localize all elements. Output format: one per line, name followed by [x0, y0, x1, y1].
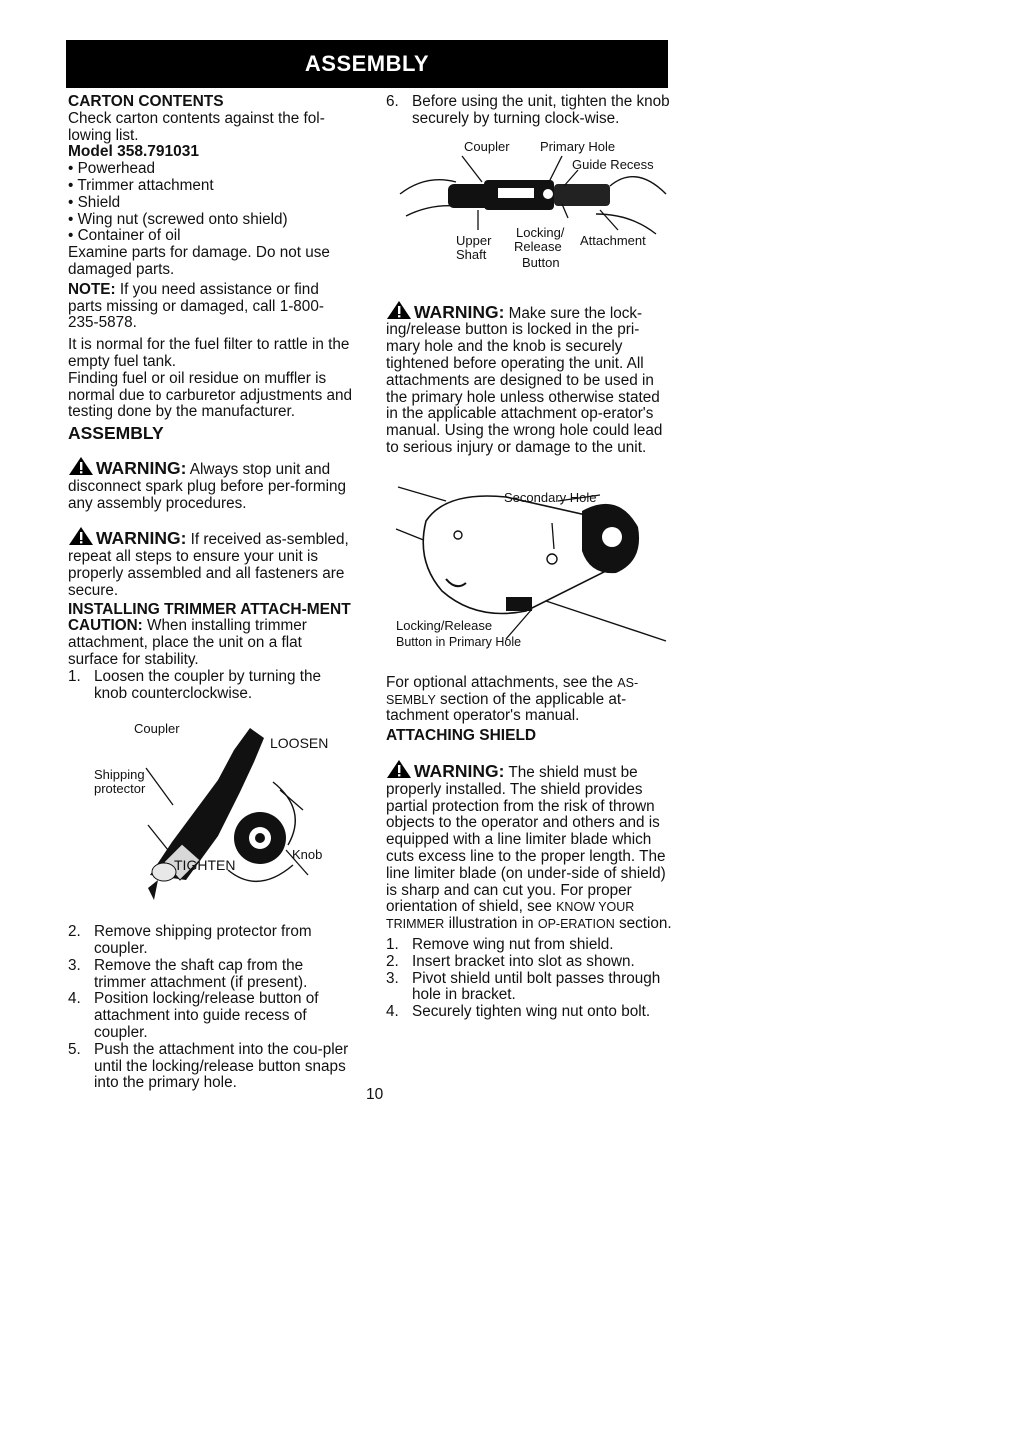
warning-sc-operation: OP-ERATION: [537, 917, 615, 932]
button-label: Button: [522, 254, 560, 270]
step-text: Securely tighten wing nut onto bolt.: [412, 1003, 651, 1021]
warning-label: WARNING:: [414, 301, 505, 322]
upper-label: Upper: [456, 232, 492, 248]
carton-contents-heading: CARTON CONTENTS: [68, 93, 224, 110]
protector-label: protector: [94, 781, 146, 797]
shaft-label: Shaft: [456, 246, 487, 262]
warning-triangle-icon: [386, 300, 412, 320]
step-number: 4.: [386, 1003, 399, 1021]
warning-sc-know: KNOW YOUR TRIMMER: [386, 900, 635, 932]
shipping-label: Shipping: [94, 767, 145, 783]
step-text: Loosen the coupler by turning the knob counterclockwise.: [94, 667, 322, 702]
carton-contents-text: Check carton contents against the fol-lowing list.: [68, 109, 325, 144]
step-text: Before using the unit, tighten the knob securely by turning clock-wise.: [412, 93, 670, 127]
warning-text: If received as-sembled, repeat all steps to ensure your unit is properly assembled and all fasteners are secure.: [68, 531, 349, 599]
list-item: • Trimmer attachment: [68, 176, 214, 194]
primary-hole-label: Primary Hole: [540, 138, 616, 154]
tighten-label: TIGHTEN: [174, 857, 236, 874]
warning-label: WARNING:: [414, 760, 505, 781]
step-text: Position locking/release button of attachment into guide recess of coupler.: [94, 990, 319, 1042]
step-item: [68, 1042, 352, 1092]
loosen-tighten-figure: [68, 710, 352, 910]
right-column: [386, 94, 672, 1021]
examine-text: Examine parts for damage. Do not use damaged parts.: [68, 244, 330, 278]
optional-text-a: For optional attachments, see the: [386, 673, 618, 691]
secondary-hole-figure: [386, 471, 672, 661]
warning-label: WARNING:: [96, 528, 187, 549]
locking-label: Locking/: [516, 224, 565, 240]
step-item: [386, 937, 672, 954]
step-text: Remove shipping protector from coupler.: [94, 923, 312, 958]
step-text: Remove wing nut from shield.: [412, 935, 614, 953]
release-label: Release: [514, 238, 562, 254]
list-item: • Shield: [68, 193, 121, 211]
shield-steps-list: [386, 937, 672, 1021]
step-item: [386, 1004, 672, 1021]
step-text: Pivot shield until bolt passes through hole in bracket.: [412, 969, 661, 1004]
secondary-hole-label: Secondary Hole: [504, 489, 597, 505]
step-text: Push the attachment into the cou-pler until the locking/release button snaps into the primary hole.: [94, 1040, 349, 1092]
residue-text: Finding fuel or oil residue on muffler is normal due to carburetor adjustments and testing done by the manufacturer.: [68, 369, 353, 421]
step-number: 3.: [386, 969, 399, 987]
step-item: [386, 971, 672, 1005]
list-item: • Container of oil: [68, 227, 181, 245]
warning-triangle-icon: [68, 526, 94, 546]
fuel-filter-text: It is normal for the fuel filter to rattle in the empty fuel tank.: [68, 336, 350, 370]
warning-locked: [386, 300, 672, 457]
caution-paragraph: [68, 618, 352, 668]
step-number: 3.: [68, 956, 81, 974]
warning-text: The shield must be properly installed. The shield provides partial protection from the risk of thrown objects to the operator and others and is equipped with a line limiter blade which cuts excess line to the proper length. The line limiter blade (on under-side of shield) is sharp and can cut you. For proper orientation of shield, see: [386, 763, 666, 916]
installing-heading: INSTALLING TRIMMER ATTACH-MENT: [68, 600, 351, 618]
warning-mid: illustration in: [444, 915, 538, 933]
button-primary-label: Button in Primary Hole: [396, 634, 522, 649]
caution-text: When installing trimmer attachment, place the unit on a flat surface for stability.: [68, 617, 307, 668]
section-banner: [66, 40, 668, 88]
warning-text: Always stop unit and disconnect spark plug before per-forming any assembly procedures.: [68, 460, 347, 512]
optional-text-sc: AS-SEMBLY: [386, 675, 639, 707]
warning-assembled: [68, 526, 352, 599]
step-number: 2.: [68, 923, 81, 941]
note-paragraph: [68, 282, 352, 332]
step-number: 5.: [68, 1040, 81, 1058]
step-text: Remove the shaft cap from the trimmer attachment (if present).: [94, 956, 308, 991]
caution-label: CAUTION:: [68, 617, 143, 635]
warning-label: WARNING:: [96, 457, 187, 478]
warning-stop-unit: [68, 456, 352, 512]
warning-shield: [386, 759, 672, 933]
optional-attachments-text: [386, 675, 672, 725]
coupler-attachment-figure: [386, 134, 672, 284]
page-number: 10: [366, 1086, 384, 1103]
coupler-label: Coupler: [464, 138, 510, 154]
step-number: 1.: [68, 667, 81, 685]
optional-text-b: section of the applicable at-tachment operator's manual.: [386, 690, 627, 725]
attachment-label: Attachment: [580, 232, 646, 248]
step-item: [68, 924, 352, 958]
warning-triangle-icon: [386, 759, 412, 779]
step-item: [386, 94, 672, 128]
loosen-label: LOOSEN: [270, 735, 329, 752]
knob-label: Knob: [292, 847, 323, 863]
step-item: [68, 958, 352, 992]
attaching-shield-heading: ATTACHING SHIELD: [386, 727, 537, 745]
step-text: Insert bracket into slot as shown.: [412, 952, 635, 970]
warning-end: section.: [614, 915, 672, 933]
note-text: If you need assistance or find parts missing or damaged, call 1-800-235-5878.: [68, 280, 324, 332]
banner-title: ASSEMBLY: [304, 51, 430, 76]
coupler-label: Coupler: [134, 721, 180, 737]
warning-text: Make sure the lock-ing/release button is locked in the pri-mary hole and the knob is securely tightened before operating the unit. All attachments are designed to be used in the primary hole unless otherwise stated in the applicable attachment op-erator's manual. Using the wrong hole could lead to serious injury or damage to the unit.: [386, 304, 663, 456]
list-item: • Wing nut (screwed onto shield): [68, 210, 288, 228]
model-number: Model 358.791031: [68, 143, 199, 161]
note-label: NOTE:: [68, 280, 116, 298]
step-item: [386, 954, 672, 971]
step-item: [68, 991, 352, 1041]
warning-triangle-icon: [68, 456, 94, 476]
steps-list: [68, 924, 352, 1092]
step-number: 6.: [386, 93, 399, 110]
step-item: [68, 669, 352, 703]
assembly-heading: ASSEMBLY: [68, 423, 164, 444]
list-item: • Powerhead: [68, 160, 155, 178]
left-column: [68, 94, 352, 1092]
guide-recess-label: Guide Recess: [572, 156, 654, 172]
locking-release-label: Locking/Release: [396, 617, 493, 633]
step-number: 2.: [386, 952, 399, 970]
step-number: 4.: [68, 990, 81, 1008]
step-number: 1.: [386, 935, 399, 953]
